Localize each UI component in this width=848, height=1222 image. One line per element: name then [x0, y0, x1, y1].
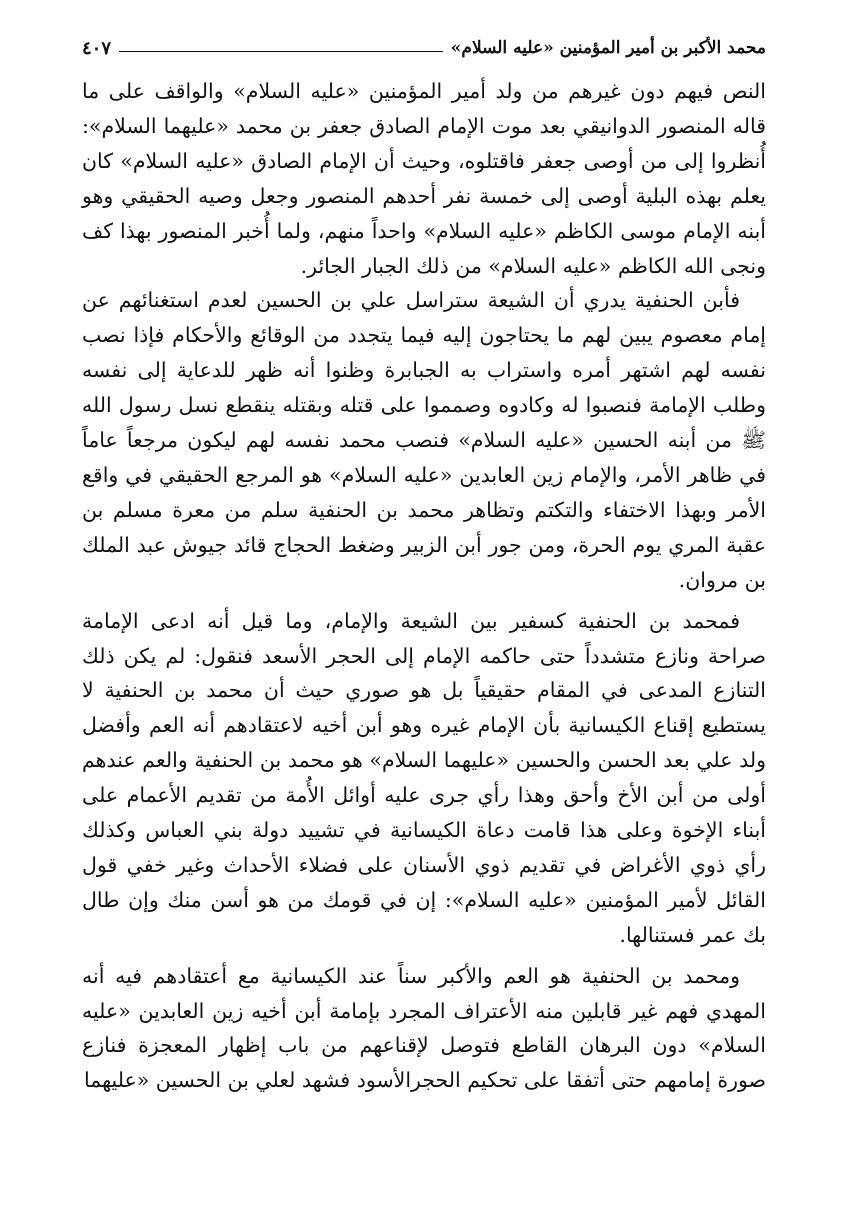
header-title: محمد الأكبر بن أمير المؤمنين «عليه السلام»: [450, 38, 766, 58]
paragraph: النص فيهم دون غيرهم من ولد أمير المؤمنين «عليه السلام» والواقف على ما قاله المنصور الدوانيقي بعد موت الإمام الصادق جعفر بن محمد «عليهما السلام»: أُنظروا إلى من أوصى جعفر فاقتلوه، وحيث أن الإمام الصادق «عليه السلام» كان يعلم بهذه البلية أوصى إلى خمسة نفر أحدهم المنصور وجعل وصيه الحقيقي وهو أبنه الإمام موسى الكاظم «عليه السلام» واحداً منهم، ولما أُخبر المنصور بهذا كف ونجى الله الكاظم «عليه السلام» من ذلك الجبار الجائر.: [82, 79, 766, 278]
paragraph: فمحمد بن الحنفية كسفير بين الشيعة والإمام، وما قيل أنه ادعى الإمامة صراحة ونازع متشدداً حتى حاكمه الإمام إلى الحجر الأسعد فنقول: لم يكن ذلك التنازع المدعى في المقام حقيقياً بل هو صوري حيث أن محمد بن الحنفية لا يستطيع إقناع الكيسانية بأن الإمام غيره وهو أبن أخيه لاعتقادهم أنه العم وأفضل ولد علي بعد الحسن والحسين «عليهما السلام» هو محمد بن الحنفية والعم عندهم أولى من أبن الأخ وأحق وهذا رأي جرى عليه أوائل الأُمة من تقديم الأعمام على أبناء الإخوة وعلى هذا قامت دعاة الكيسانية في تشييد دولة بني العباس وكذلك رأي ذوي الأغراض في تقديم ذوي الأسنان على فضلاء الأحداث وغير خفي قول القائل لأمير المؤمنين «عليه السلام»: إن في قومك من هو أسن منك وإن طال بك عمر فستنالها.: [82, 608, 766, 947]
body-text: [82, 74, 766, 1098]
paragraph: فأبن الحنفية يدري أن الشيعة ستراسل علي بن الحسين لعدم استغنائهم عن إمام معصوم يبين لهم ما يحتاجون إليه فيما يتجدد من الوقائع والأحكام فإذا نصب نفسه لهم اشتهر أمره واستراب به الجبابرة وظنوا أنه ظهر للدعاية إلى نفسه وطلب الإمامة فنصبوا له وكادوه وصمموا على قتله وبقتله ينقطع نسل رسول الله ﷺ من أبنه الحسين «عليه السلام» فنصب محمد نفسه لهم ليكون مرجعاً عاماً في ظاهر الأمر، والإمام زين العابدين «عليه السلام» هو المرجع الحقيقي في واقع الأمر وبهذا الاختفاء والتكتم وتظاهر محمد بن الحنفية سلم من معرة مسلم بن عقبة المري يوم الحرة، ومن جور أبن الزبير وضغط الحجاج قائد جيوش عبد الملك بن مروان.: [82, 288, 766, 592]
paragraph: ومحمد بن الحنفية هو العم والأكبر سناً عند الكيسانية مع أعتقادهم فيه أنه المهدي فهم غير قابلين منه الأعتراف المجرد بإمامة أبن أخيه زين العابدين «عليه السلام» دون البرهان القاطع فتوصل لإقناعهم من باب إظهار المعجزة فنازع صورة إمامهم حتى أتفقا على تحكيم الحجرالأسود فشهد لعلي بن الحسين «عليهما: [82, 963, 766, 1093]
page-number: ٤٠٧: [82, 37, 112, 59]
header-rule: [119, 51, 443, 52]
running-header: [82, 34, 766, 62]
